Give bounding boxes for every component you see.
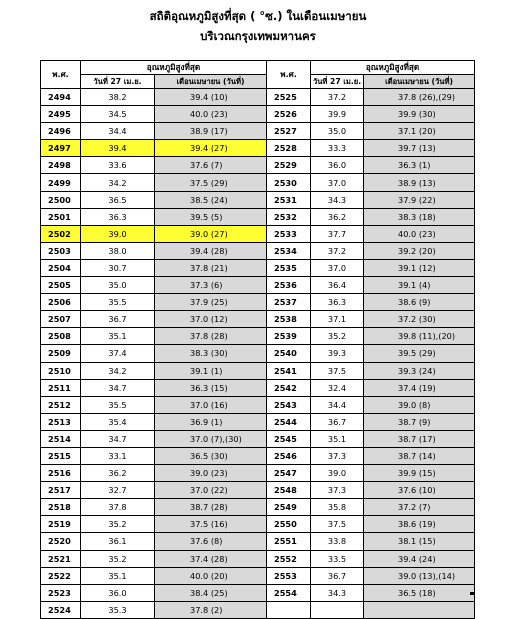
year-cell: 2535 (267, 259, 311, 276)
day27-temp-cell: 35.8 (311, 499, 364, 516)
year-cell: 2497 (41, 140, 81, 157)
year-cell: 2553 (267, 567, 311, 584)
month-max-cell: 38.6 (9) (364, 294, 475, 311)
month-max-cell: 38.7 (17) (364, 430, 475, 447)
day27-temp-cell: 37.4 (81, 345, 155, 362)
year-cell: 2519 (41, 516, 81, 533)
month-max-cell: 37.0 (12) (155, 311, 267, 328)
day27-temp-cell: 39.4 (81, 140, 155, 157)
year-cell: 2496 (41, 123, 81, 140)
year-cell: 2548 (267, 482, 311, 499)
table-row (41, 447, 475, 464)
month-max-cell: 37.3 (6) (155, 277, 267, 294)
year-cell: 2539 (267, 328, 311, 345)
table-row (41, 157, 475, 174)
year-cell: 2531 (267, 191, 311, 208)
month-max-cell: 37.9 (25) (155, 294, 267, 311)
month-max-cell: 39.9 (30) (364, 106, 475, 123)
day27-temp-cell: 34.4 (81, 123, 155, 140)
year-cell: 2524 (41, 601, 81, 618)
day27-temp-cell: 35.1 (311, 430, 364, 447)
day27-temp-cell: 32.4 (311, 379, 364, 396)
day27-temp-cell: 35.0 (311, 123, 364, 140)
month-max-cell: 38.3 (30) (155, 345, 267, 362)
year-cell: 2551 (267, 533, 311, 550)
table-row (41, 465, 475, 482)
day27-temp-cell: 33.5 (311, 550, 364, 567)
year-cell: 2546 (267, 447, 311, 464)
day27-temp-cell: 34.3 (311, 584, 364, 601)
table-row (41, 396, 475, 413)
max-temp-group-header-left: อุณหภูมิสูงที่สุด (81, 61, 267, 75)
day27-temp-cell: 33.1 (81, 447, 155, 464)
year-column-header-left: พ.ศ. (41, 61, 81, 89)
year-cell: 2545 (267, 430, 311, 447)
table-row (41, 277, 475, 294)
day27-temp-cell: 37.7 (311, 225, 364, 242)
table-row (41, 242, 475, 259)
day27-temp-cell: 33.3 (311, 140, 364, 157)
day27-temp-cell: 39.9 (311, 106, 364, 123)
day27-temp-cell: 35.2 (311, 328, 364, 345)
year-cell: 2510 (41, 362, 81, 379)
year-cell: 2498 (41, 157, 81, 174)
day27-temp-cell: 36.0 (311, 157, 364, 174)
month-max-cell: 39.7 (13) (364, 140, 475, 157)
year-cell: 2507 (41, 311, 81, 328)
table-row (41, 294, 475, 311)
table-row (41, 140, 475, 157)
month-max-cell: 40.0 (23) (364, 225, 475, 242)
day27-temp-cell: 37.5 (311, 516, 364, 533)
month-max-cell: 39.8 (11),(20) (364, 328, 475, 345)
day27-temp-cell: 34.5 (81, 106, 155, 123)
year-cell: 2506 (41, 294, 81, 311)
day27-temp-cell: 37.5 (311, 362, 364, 379)
table-row (41, 584, 475, 601)
month-max-cell: 39.4 (27) (155, 140, 267, 157)
day27-temp-cell: 36.7 (81, 311, 155, 328)
month-max-cell: 39.4 (10) (155, 89, 267, 106)
day27-temp-cell: 35.4 (81, 413, 155, 430)
day27-column-header-right: วันที่ 27 เม.ย. (311, 75, 364, 89)
year-cell: 2509 (41, 345, 81, 362)
document-title: สถิติอุณหภูมิสูงที่สุด ( °ซ.) ในเดือนเมษายน (149, 9, 367, 23)
year-cell: 2527 (267, 123, 311, 140)
month-max-cell: 36.5 (18) (364, 584, 475, 601)
month-max-cell: 39.1 (1) (155, 362, 267, 379)
table-row (41, 379, 475, 396)
month-max-cell: 39.9 (15) (364, 465, 475, 482)
day27-temp-cell: 37.8 (81, 499, 155, 516)
day27-temp-cell: 37.0 (311, 259, 364, 276)
year-cell: 2528 (267, 140, 311, 157)
day27-temp-cell: 36.4 (311, 277, 364, 294)
month-max-cell: 38.7 (28) (155, 499, 267, 516)
month-max-cell: 37.6 (7) (155, 157, 267, 174)
day27-temp-cell: 36.0 (81, 584, 155, 601)
day27-temp-cell: 39.3 (311, 345, 364, 362)
year-cell: 2499 (41, 174, 81, 191)
day27-temp-cell: 37.2 (311, 242, 364, 259)
year-cell (267, 601, 311, 618)
year-cell: 2530 (267, 174, 311, 191)
year-cell: 2534 (267, 242, 311, 259)
month-max-cell: 38.3 (18) (364, 208, 475, 225)
month-max-cell: 40.0 (20) (155, 567, 267, 584)
month-max-cell: 37.6 (8) (155, 533, 267, 550)
day27-temp-cell: 35.5 (81, 294, 155, 311)
year-cell: 2515 (41, 447, 81, 464)
page-corner-mark (470, 592, 474, 595)
month-max-cell: 39.0 (8) (364, 396, 475, 413)
year-cell: 2529 (267, 157, 311, 174)
day27-temp-cell: 35.1 (81, 328, 155, 345)
day27-temp-cell: 33.8 (311, 533, 364, 550)
table-row (41, 482, 475, 499)
month-max-cell: 37.2 (30) (364, 311, 475, 328)
day27-temp-cell: 37.0 (311, 174, 364, 191)
table-row (41, 430, 475, 447)
table-row (41, 550, 475, 567)
day27-temp-cell: 36.1 (81, 533, 155, 550)
month-max-cell: 37.1 (20) (364, 123, 475, 140)
month-max-cell: 37.0 (16) (155, 396, 267, 413)
year-cell: 2511 (41, 379, 81, 396)
month-max-cell: 38.9 (13) (364, 174, 475, 191)
table-row (41, 328, 475, 345)
year-cell: 2526 (267, 106, 311, 123)
year-cell: 2543 (267, 396, 311, 413)
day27-temp-cell (311, 601, 364, 618)
year-cell: 2536 (267, 277, 311, 294)
month-max-cell: 39.0 (23) (155, 465, 267, 482)
day27-temp-cell: 35.1 (81, 567, 155, 584)
table-row (41, 89, 475, 106)
month-max-cell: 37.6 (10) (364, 482, 475, 499)
table-row (41, 601, 475, 618)
month-max-cell: 39.1 (12) (364, 259, 475, 276)
month-max-cell: 39.2 (20) (364, 242, 475, 259)
month-max-cell: 38.9 (17) (155, 123, 267, 140)
year-cell: 2516 (41, 465, 81, 482)
table-row (41, 567, 475, 584)
year-cell: 2533 (267, 225, 311, 242)
table-header-row (41, 61, 475, 75)
day27-temp-cell: 39.0 (311, 465, 364, 482)
day27-temp-cell: 37.1 (311, 311, 364, 328)
day27-temp-cell: 36.3 (81, 208, 155, 225)
year-cell: 2517 (41, 482, 81, 499)
table-row (41, 259, 475, 276)
month-max-cell: 39.5 (29) (364, 345, 475, 362)
month-max-cell: 37.4 (19) (364, 379, 475, 396)
table-row (41, 208, 475, 225)
table-row (41, 516, 475, 533)
year-cell: 2502 (41, 225, 81, 242)
day27-temp-cell: 37.3 (311, 447, 364, 464)
year-cell: 2554 (267, 584, 311, 601)
month-max-cell: 37.9 (22) (364, 191, 475, 208)
year-cell: 2523 (41, 584, 81, 601)
year-cell: 2513 (41, 413, 81, 430)
day27-temp-cell: 32.7 (81, 482, 155, 499)
year-cell: 2522 (41, 567, 81, 584)
month-max-cell: 36.3 (15) (155, 379, 267, 396)
table-row (41, 533, 475, 550)
day27-temp-cell: 35.2 (81, 550, 155, 567)
month-column-header-left: เดือนเมษายน (วันที่) (155, 75, 267, 89)
month-max-cell: 39.4 (28) (155, 242, 267, 259)
document-subtitle: บริเวณกรุงเทพมหานคร (200, 29, 316, 43)
month-max-cell: 37.2 (7) (364, 499, 475, 516)
month-max-cell: 39.5 (5) (155, 208, 267, 225)
year-cell: 2521 (41, 550, 81, 567)
month-max-cell: 38.4 (25) (155, 584, 267, 601)
table-row (41, 345, 475, 362)
year-cell: 2540 (267, 345, 311, 362)
day27-temp-cell: 35.3 (81, 601, 155, 618)
year-cell: 2503 (41, 242, 81, 259)
day27-temp-cell: 36.2 (81, 465, 155, 482)
day27-temp-cell: 33.6 (81, 157, 155, 174)
day27-temp-cell: 36.2 (311, 208, 364, 225)
month-max-cell: 39.0 (13),(14) (364, 567, 475, 584)
day27-column-header-left: วันที่ 27 เม.ย. (81, 75, 155, 89)
year-cell: 2494 (41, 89, 81, 106)
year-cell: 2518 (41, 499, 81, 516)
month-max-cell: 37.8 (28) (155, 328, 267, 345)
year-cell: 2532 (267, 208, 311, 225)
day27-temp-cell: 36.5 (81, 191, 155, 208)
year-column-header-right: พ.ศ. (267, 61, 311, 89)
day27-temp-cell: 38.2 (81, 89, 155, 106)
day27-temp-cell: 35.0 (81, 277, 155, 294)
year-cell: 2500 (41, 191, 81, 208)
month-max-cell: 38.1 (15) (364, 533, 475, 550)
table-row (41, 191, 475, 208)
day27-temp-cell: 35.2 (81, 516, 155, 533)
year-cell: 2544 (267, 413, 311, 430)
year-cell: 2514 (41, 430, 81, 447)
year-cell: 2552 (267, 550, 311, 567)
month-max-cell (364, 601, 475, 618)
day27-temp-cell: 38.0 (81, 242, 155, 259)
month-max-cell: 37.5 (16) (155, 516, 267, 533)
month-max-cell: 37.8 (2) (155, 601, 267, 618)
year-cell: 2542 (267, 379, 311, 396)
year-cell: 2505 (41, 277, 81, 294)
year-cell: 2501 (41, 208, 81, 225)
year-cell: 2520 (41, 533, 81, 550)
year-cell: 2550 (267, 516, 311, 533)
month-max-cell: 37.8 (26),(29) (364, 89, 475, 106)
month-max-cell: 39.1 (4) (364, 277, 475, 294)
day27-temp-cell: 36.7 (311, 567, 364, 584)
month-max-cell: 36.3 (1) (364, 157, 475, 174)
year-cell: 2495 (41, 106, 81, 123)
year-cell: 2538 (267, 311, 311, 328)
month-max-cell: 36.5 (30) (155, 447, 267, 464)
year-cell: 2525 (267, 89, 311, 106)
day27-temp-cell: 36.3 (311, 294, 364, 311)
temperature-table (40, 60, 475, 619)
table-row (41, 413, 475, 430)
month-max-cell: 38.7 (9) (364, 413, 475, 430)
table-row (41, 311, 475, 328)
table-row (41, 123, 475, 140)
day27-temp-cell: 37.3 (311, 482, 364, 499)
month-column-header-right: เดือนเมษายน (วันที่) (364, 75, 475, 89)
day27-temp-cell: 34.7 (81, 379, 155, 396)
year-cell: 2512 (41, 396, 81, 413)
table-row (41, 225, 475, 242)
month-max-cell: 37.8 (21) (155, 259, 267, 276)
month-max-cell: 38.7 (14) (364, 447, 475, 464)
day27-temp-cell: 34.2 (81, 174, 155, 191)
max-temp-group-header-right: อุณหภูมิสูงที่สุด (311, 61, 475, 75)
year-cell: 2504 (41, 259, 81, 276)
year-cell: 2508 (41, 328, 81, 345)
table-row (41, 106, 475, 123)
year-cell: 2547 (267, 465, 311, 482)
month-max-cell: 37.4 (28) (155, 550, 267, 567)
day27-temp-cell: 39.0 (81, 225, 155, 242)
table-row (41, 174, 475, 191)
day27-temp-cell: 34.7 (81, 430, 155, 447)
day27-temp-cell: 34.2 (81, 362, 155, 379)
year-cell: 2537 (267, 294, 311, 311)
month-max-cell: 37.0 (7),(30) (155, 430, 267, 447)
table-row (41, 499, 475, 516)
day27-temp-cell: 35.5 (81, 396, 155, 413)
day27-temp-cell: 34.3 (311, 191, 364, 208)
month-max-cell: 37.0 (22) (155, 482, 267, 499)
year-cell: 2541 (267, 362, 311, 379)
month-max-cell: 36.9 (1) (155, 413, 267, 430)
year-cell: 2549 (267, 499, 311, 516)
month-max-cell: 38.5 (24) (155, 191, 267, 208)
month-max-cell: 39.0 (27) (155, 225, 267, 242)
month-max-cell: 39.4 (24) (364, 550, 475, 567)
month-max-cell: 37.5 (29) (155, 174, 267, 191)
month-max-cell: 38.6 (19) (364, 516, 475, 533)
day27-temp-cell: 37.2 (311, 89, 364, 106)
table-row (41, 362, 475, 379)
month-max-cell: 39.3 (24) (364, 362, 475, 379)
day27-temp-cell: 30.7 (81, 259, 155, 276)
day27-temp-cell: 34.4 (311, 396, 364, 413)
month-max-cell: 40.0 (23) (155, 106, 267, 123)
table-subheader-row (41, 75, 475, 89)
day27-temp-cell: 36.7 (311, 413, 364, 430)
